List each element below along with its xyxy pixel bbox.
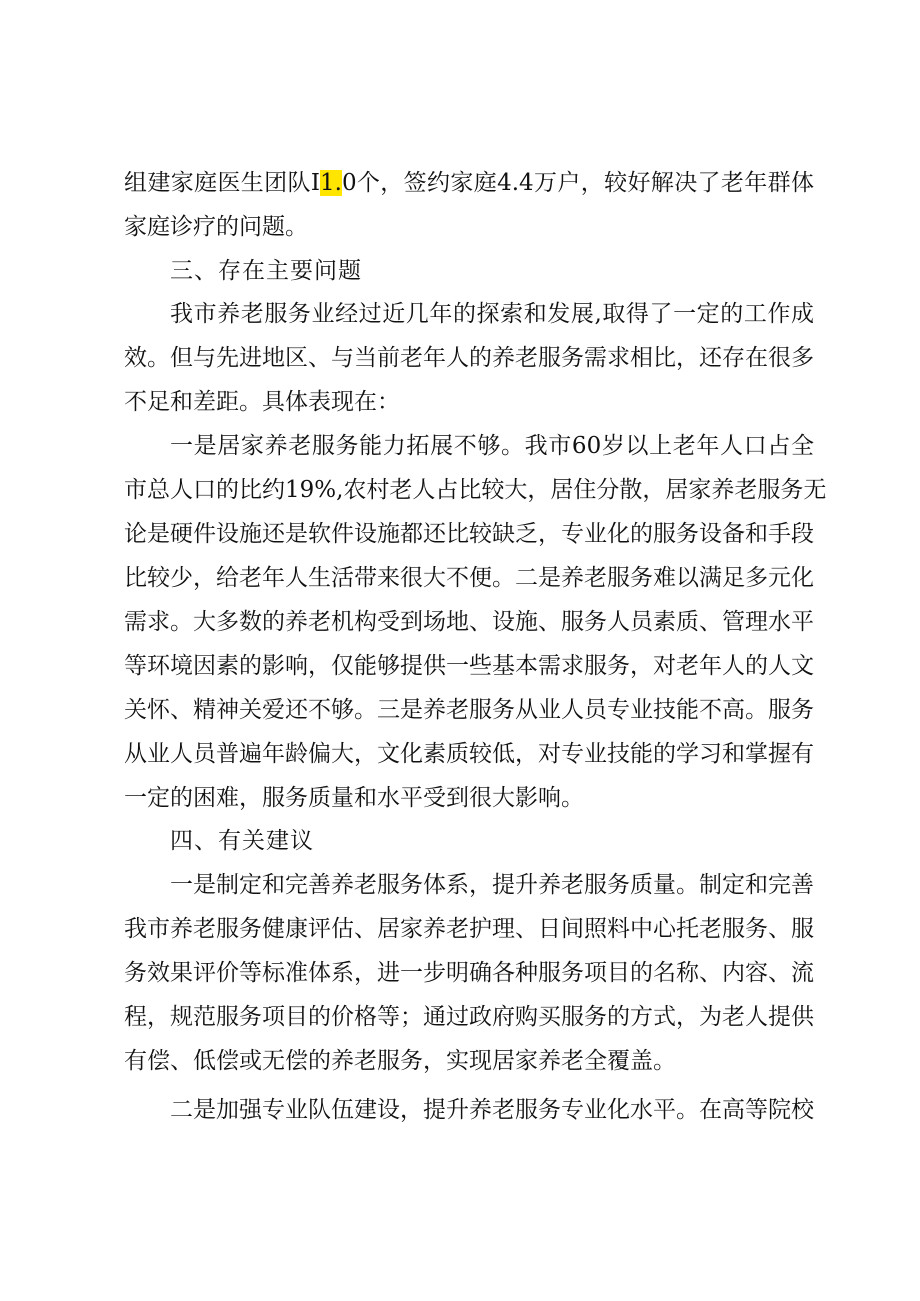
intro-line-1 <box>124 168 814 198</box>
s3p2-line-5: 需求。大多数的养老机构受到场地、设施、服务人员素质、管理水平 <box>124 609 814 635</box>
s4p1-line-1: 一是制定和完善养老服务体系，提升养老服务质量。制定和完善 <box>170 872 814 898</box>
intro-line-2: 家庭诊疗的问题。 <box>124 214 308 240</box>
s3p1-line-1: 我市养老服务业经过近几年的探索和发展,取得了一定的工作成 <box>170 301 814 327</box>
s3p2-line-3: 论是硬件设施还是软件设施都还比较缺乏，专业化的服务设备和手段 <box>124 521 814 547</box>
s3p2-line-6: 等环境因素的影响，仅能够提供一些基本需求服务，对老年人的人文 <box>124 653 814 679</box>
s3p1-line-2: 效。但与先进地区、与当前老年人的养老服务需求相比，还存在很多 <box>124 345 814 371</box>
s3p2-line-9: 一定的困难，服务质量和水平受到很大影响。 <box>124 785 584 811</box>
section-heading-suggestions: 四、有关建议 <box>170 828 314 854</box>
s3p1-line-3: 不足和差距。具体表现在： <box>124 389 400 415</box>
s3p2-line-1: 一是居家养老服务能力拓展不够。我市60岁以上老年人口占全 <box>170 433 814 459</box>
s3p2-line-7: 关怀、精神关爱还不够。三是养老服务从业人员专业技能不高。服务 <box>124 697 814 723</box>
s4p1-line-2: 我市养老服务健康评估、居家养老护理、日间照料中心托老服务、服 <box>124 916 814 942</box>
s4p1-line-5: 有偿、低偿或无偿的养老服务，实现居家养老全覆盖。 <box>124 1048 676 1074</box>
s4p2-line-1: 二是加强专业队伍建设，提升养老服务专业化水平。在高等院校 <box>170 1097 814 1123</box>
intro-text-a: 组建家庭医生团队I <box>124 170 320 196</box>
s4p1-line-3: 务效果评价等标准体系，进一步明确各种服务项目的名称、内容、流 <box>124 960 814 986</box>
highlighted-text: 1. <box>319 170 342 196</box>
section-heading-problems: 三、存在主要问题 <box>170 258 362 284</box>
intro-text-b: 0个，签约家庭4.4万户，较好解决了老年群体 <box>341 170 814 196</box>
s3p2-line-8: 从业人员普遍年龄偏大，文化素质较低，对专业技能的学习和掌握有 <box>124 741 814 767</box>
s3p2-line-2: 市总人口的比约19%,农村老人占比较大，居住分散，居家养老服务无 <box>124 477 827 503</box>
s4p1-line-4: 程，规范服务项目的价格等；通过政府购买服务的方式，为老人提供 <box>124 1004 814 1030</box>
s3p2-line-4: 比较少，给老年人生活带来很大不便。二是养老服务难以满足多元化 <box>124 565 814 591</box>
